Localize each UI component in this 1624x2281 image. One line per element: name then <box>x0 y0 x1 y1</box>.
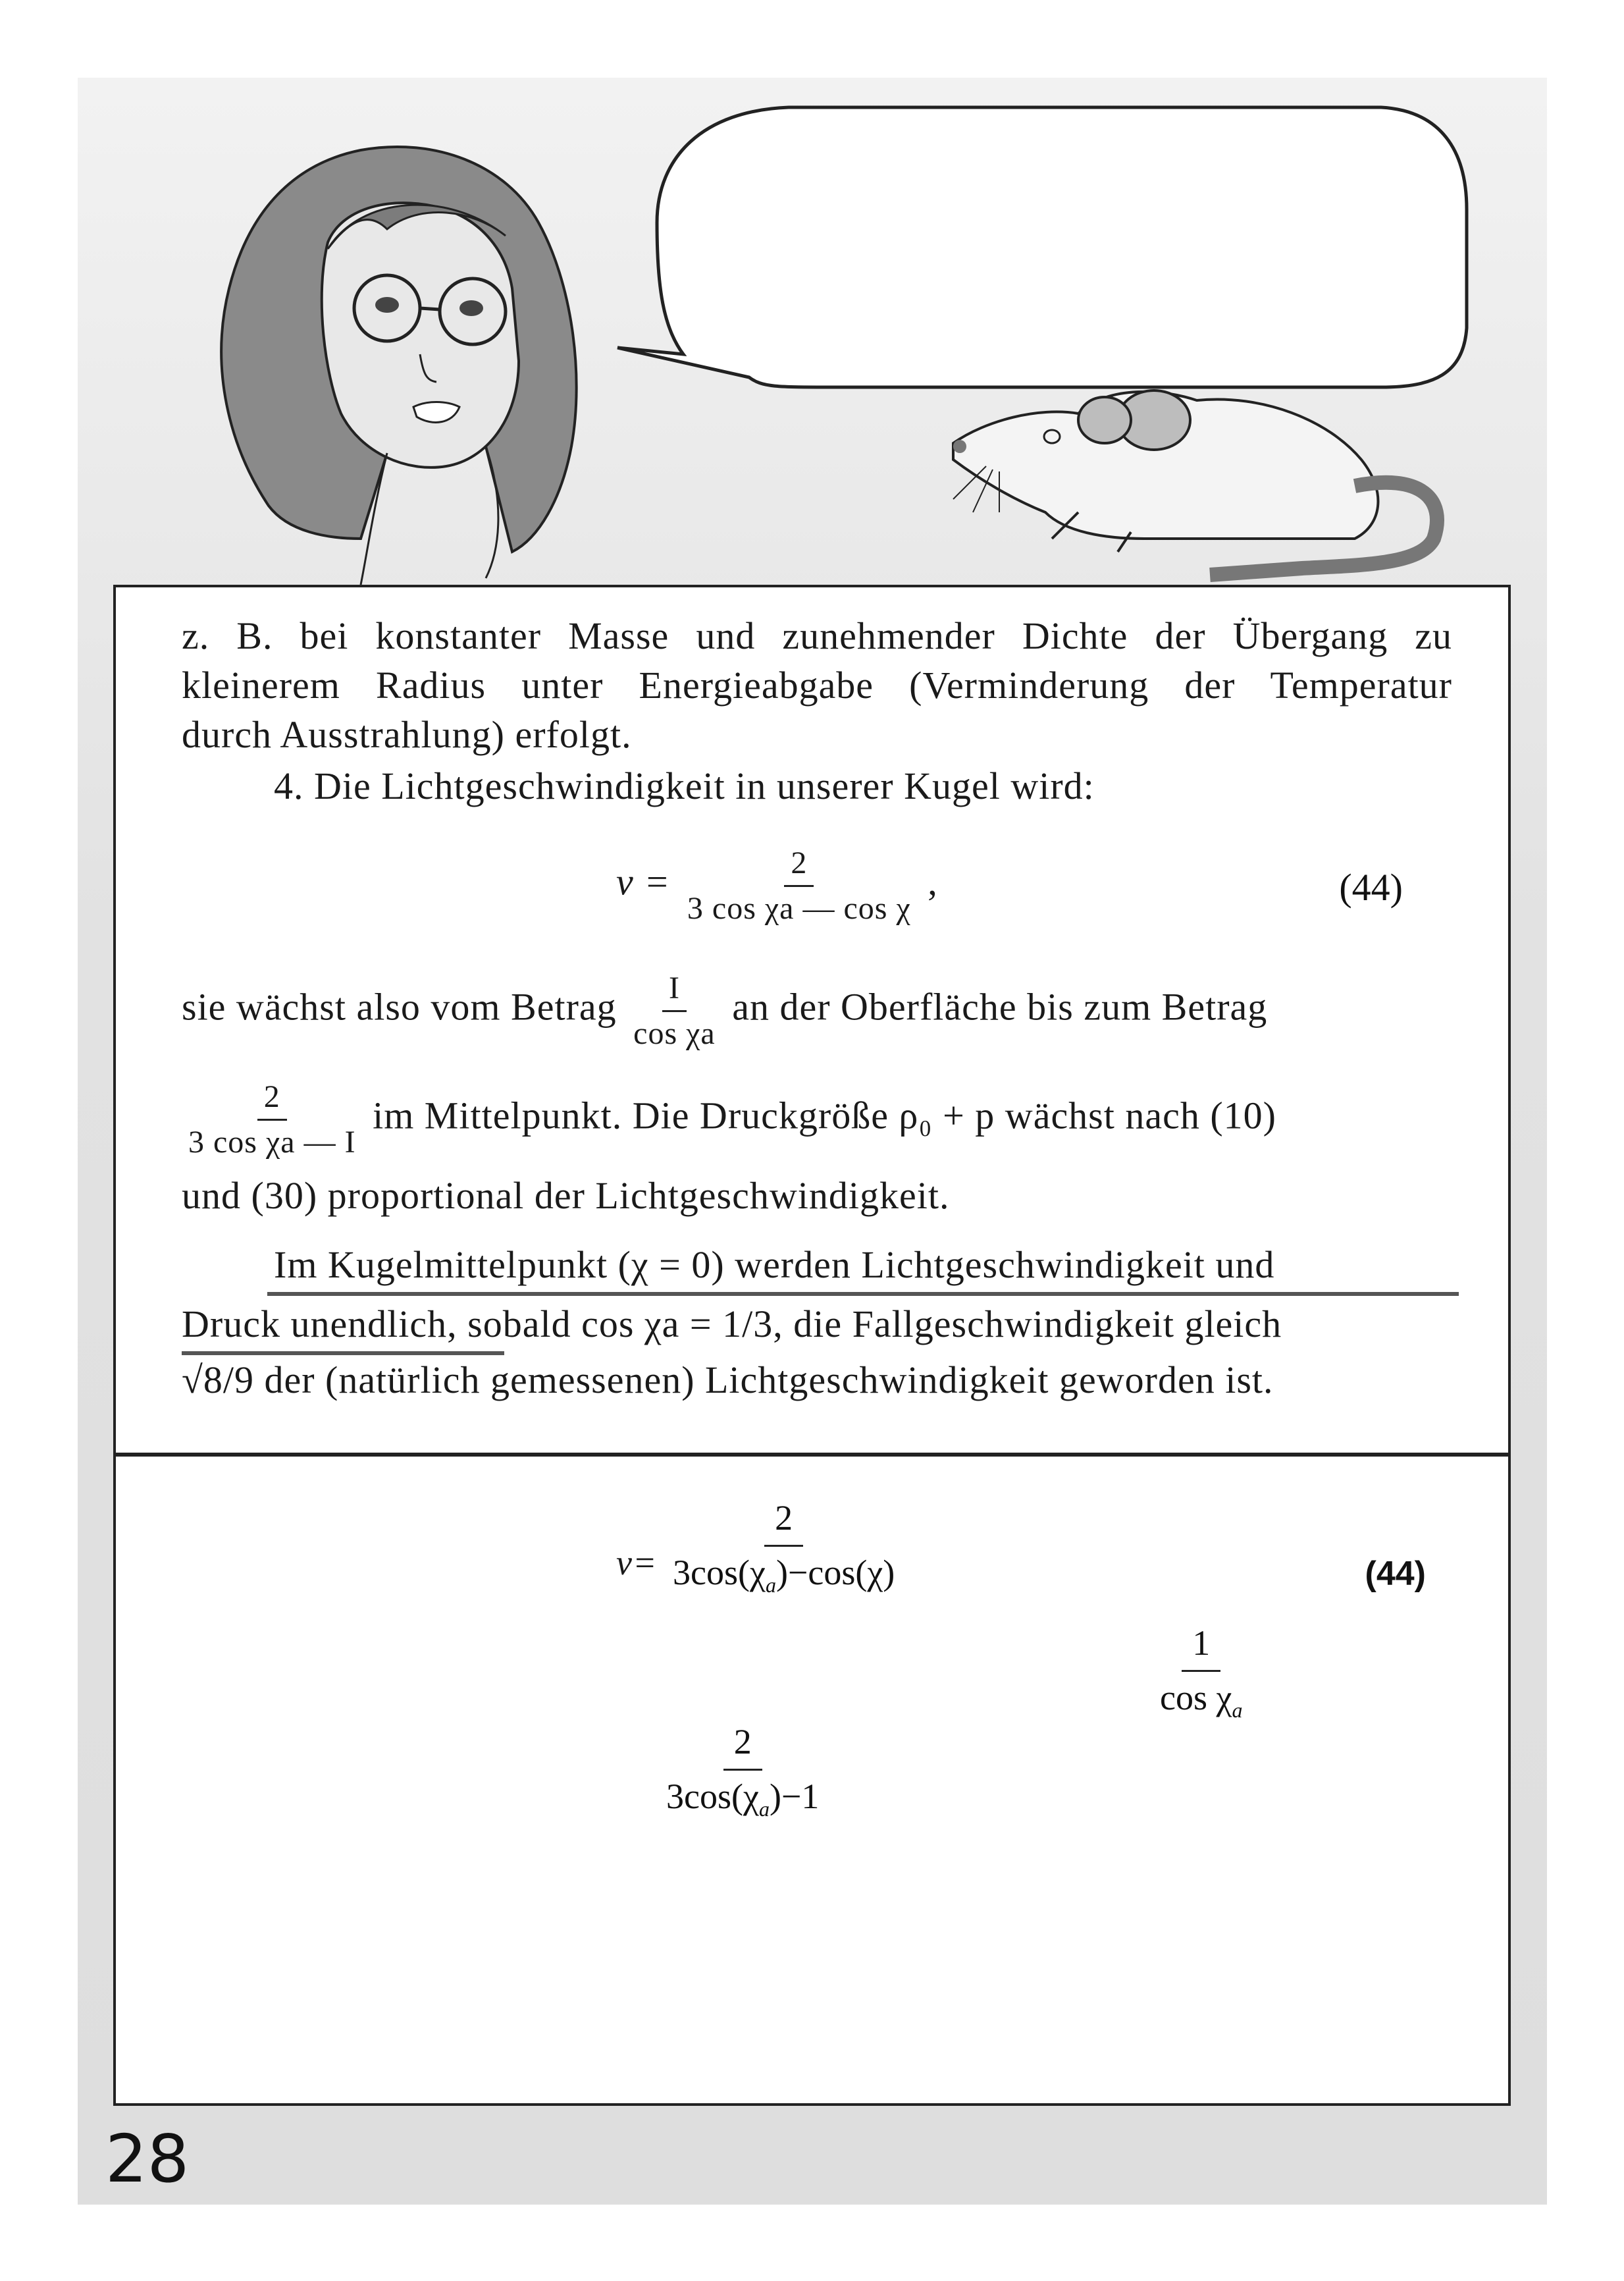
math-panel <box>113 1454 1511 2106</box>
den-part-b: )−1 <box>769 1776 820 1816</box>
fraction-numerator: 2 <box>784 844 814 887</box>
fraction-numerator: 2 <box>257 1078 287 1121</box>
fraction-denominator <box>662 1547 905 1598</box>
text-line-1: z. B. bei konstanter Masse und zunehmender Dichte der Übergang zu <box>182 614 1452 657</box>
fraction-denominator: 3 cos χa — cos χ <box>687 890 911 926</box>
math-eq1-label: (44) <box>1365 1555 1426 1593</box>
den-subscript: a <box>1232 1698 1243 1722</box>
text-line-7-b: im Mittelpunkt. Die Druckgröße ρ₀ + p wächst nach (10) <box>373 1094 1276 1137</box>
page-number: 28 <box>105 2120 190 2197</box>
inline-fraction-2 <box>182 1078 363 1161</box>
highlight-underline-2 <box>182 1351 504 1355</box>
math-eq1-fraction <box>662 1496 905 1597</box>
text-line-7 <box>182 1078 1574 1161</box>
equation-44-lhs: v = <box>616 860 671 903</box>
speech-bubble <box>617 107 1467 387</box>
fraction-numerator: I <box>662 969 687 1012</box>
text-line-2: kleinerem Radius unter Energieabgabe (Verminderung der Temperatur <box>182 664 1452 707</box>
text-line-6 <box>182 969 1574 1052</box>
text-line-4: 4. Die Lichtgeschwindigkeit in unserer Kugel wird: <box>274 765 1095 807</box>
den-part-a: 3cos(χ <box>666 1776 759 1816</box>
den-part-a: cos χ <box>1160 1677 1232 1717</box>
den-subscript: a <box>758 1796 770 1821</box>
text-line-9: Im Kugelmittelpunkt (χ = 0) werden Lichtgeschwindigkeit und <box>274 1243 1275 1286</box>
fraction-numerator: 2 <box>764 1496 803 1547</box>
equation-44-comma: , <box>928 860 938 903</box>
text-panel <box>113 585 1511 1455</box>
girl-illustration <box>221 147 576 585</box>
text-line-6-b: an der Oberfläche bis zum Betrag <box>732 985 1268 1029</box>
fraction-denominator <box>1149 1672 1253 1723</box>
text-line-11: √8/9 der (natürlich gemessenen) Lichtgeschwindigkeit geworden ist. <box>182 1358 1274 1401</box>
fraction-numerator: 1 <box>1182 1621 1220 1672</box>
text-line-10: Druck unendlich, sobald cos χa = 1/3, die Fallgeschwindigkeit gleich <box>182 1302 1282 1345</box>
equation-44 <box>616 844 1624 927</box>
den-subscript: a <box>765 1572 776 1597</box>
comic-illustration <box>78 78 1547 591</box>
fraction-denominator: cos χa <box>633 1015 716 1051</box>
highlight-underline-1 <box>267 1292 1459 1296</box>
math-eq3-fraction <box>656 1720 829 1821</box>
mouse-illustration <box>953 390 1437 575</box>
fraction-numerator: 2 <box>723 1720 762 1771</box>
den-part-a: 3cos(χ <box>673 1552 766 1592</box>
text-line-8: und (30) proportional der Lichtgeschwindigkeit. <box>182 1174 950 1217</box>
equation-number: (44) <box>1339 866 1403 909</box>
text-line-3: durch Ausstrahlung) erfolgt. <box>182 713 632 756</box>
inline-fraction-1 <box>627 969 722 1052</box>
text-line-6-a: sie wächst also vom Betrag <box>182 985 617 1029</box>
equation-44-fraction <box>681 844 918 927</box>
math-eq1-lhs-text: v= <box>616 1543 658 1582</box>
fraction-denominator: 3 cos χa — I <box>188 1124 356 1160</box>
den-part-b: )−cos(χ) <box>775 1552 895 1592</box>
math-eq2-fraction <box>1149 1621 1253 1723</box>
fraction-denominator <box>656 1771 829 1822</box>
